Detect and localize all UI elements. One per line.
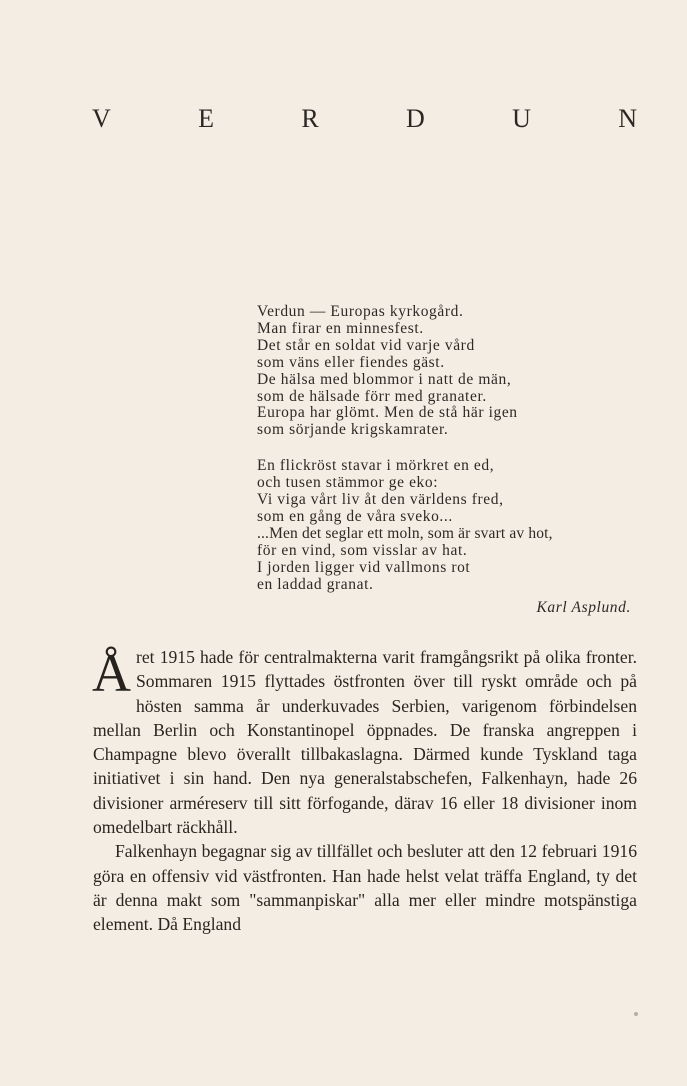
- title-letter: D: [406, 104, 425, 133]
- poem-line: för en vind, som visslar av hat.: [257, 541, 468, 559]
- poem-line: Man firar en minnesfest.: [257, 319, 424, 337]
- page-title: [92, 104, 637, 134]
- title-letter: R: [301, 104, 319, 133]
- poem-line: en laddad granat.: [257, 575, 374, 593]
- title-letter: E: [198, 104, 214, 133]
- poem-line: De hälsa med blommor i natt de män,: [257, 370, 512, 388]
- paragraph: Falkenhayn begagnar sig av tillfället och besluter att den 12 februari 1916 göra en offensiv vid västfronten. Han hade helst velat träffa England, ty det är denna makt som "sammanpiskar" alla mer eller mindre motspänstiga element. Då England: [93, 841, 637, 935]
- poem-line: Verdun — Europas kyrkogård.: [257, 303, 464, 320]
- poem-line: Vi viga vårt liv åt den världens fred,: [257, 491, 504, 509]
- poem-line: som en gång de våra sveko...: [257, 507, 453, 525]
- paper-speck: [634, 1012, 638, 1016]
- poem-line: som sörjande krigskamrater.: [257, 421, 449, 439]
- poem-line: och tusen stämmor ge eko:: [257, 474, 439, 492]
- title-letter: U: [512, 104, 531, 133]
- poem-line: I jorden ligger vid vallmons rot: [257, 558, 471, 576]
- poem-author: Karl Asplund.: [536, 599, 631, 616]
- title-letter: N: [618, 104, 637, 133]
- poem-line: Det står en soldat vid varje vård: [257, 336, 475, 354]
- title-letter: V: [92, 104, 111, 133]
- body-text: [93, 645, 637, 937]
- paragraph-text: ret 1915 hade för centralmakterna varit framgångsrikt på olika fronter. Sommaren 1915 flyttades östfronten över till ryskt område och på hösten samma år underkuvades Serbien, varigenom förbindelsen mellan Berlin och Konstantinopel öppnades. De franska angreppen i Champagne blevo överallt tillbakaslagna. Därmed kunde Tyskland taga initiativet i sin hand. Den nya generalstabschefen, Falkenhayn, hade 26 divisioner arméreserv till sitt förfogande, därav 16 eller 18 divisioner inom omedelbart räckhåll.: [93, 647, 637, 838]
- poem-stanza-1: [257, 304, 637, 439]
- drop-cap: Å: [92, 643, 131, 703]
- poem-line: som de hälsade förr med granater.: [257, 387, 487, 405]
- poem-line: Europa har glömt. Men de stå här igen: [257, 404, 518, 422]
- poem: [257, 304, 637, 594]
- poem-line: ...Men det seglar ett moln, som är svart av hot,: [257, 524, 553, 542]
- poem-line: En flickröst stavar i mörkret en ed,: [257, 457, 495, 475]
- poem-stanza-2: [257, 458, 637, 593]
- paragraph: [93, 645, 637, 839]
- poem-line: som väns eller fiendes gäst.: [257, 353, 445, 371]
